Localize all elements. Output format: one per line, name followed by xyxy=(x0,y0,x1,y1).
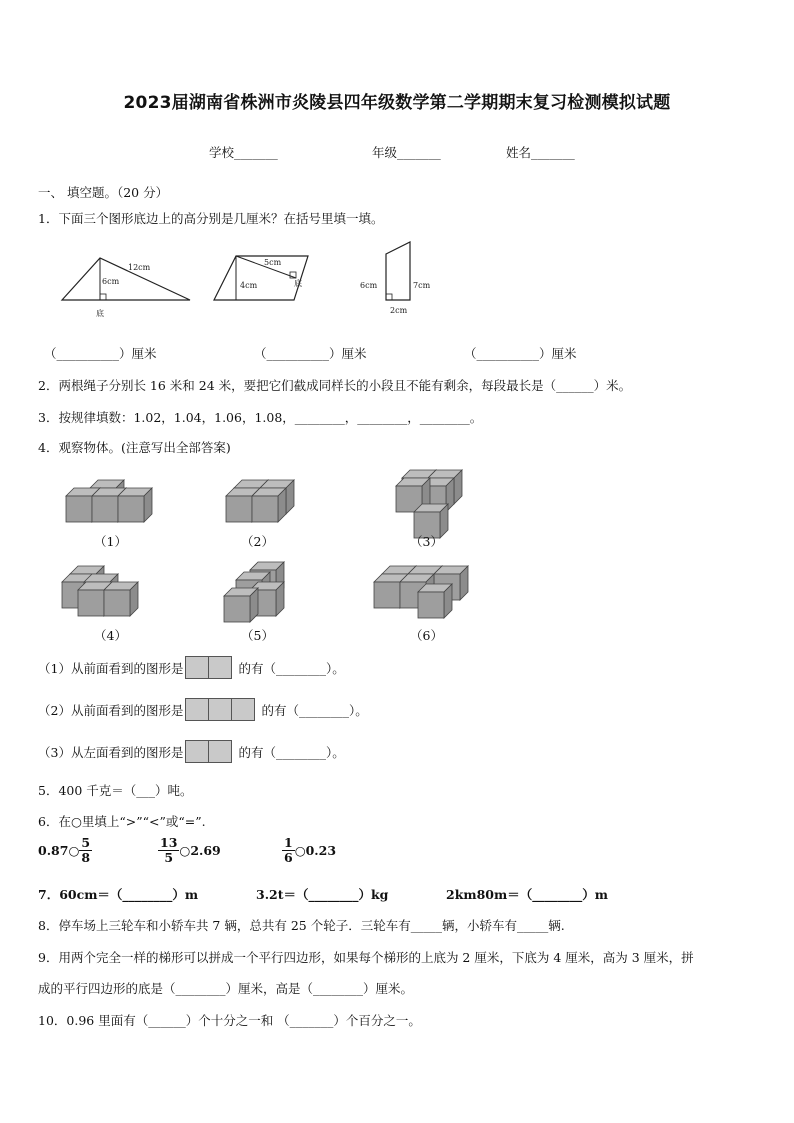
grade-field: 年级_______ xyxy=(372,145,441,160)
parallelogram-height-label: 4cm xyxy=(240,281,258,290)
question-2: 2．两根绳子分别长 16 米和 24 米，要把它们截成同样长的小段且不能有剩余，每段最长是（______）米。 xyxy=(38,378,632,393)
q6-b-numerator: 13 xyxy=(160,835,178,850)
question-9-line-1: 9．用两个完全一样的梯形可以拼成一个平行四边形，如果每个梯形的上底为 2 厘米，下底为 4 厘米，高为 3 厘米，拼 xyxy=(38,950,694,965)
question-5: 5．400 千克＝（___）吨。 xyxy=(38,783,193,798)
cube-label-1: （1） xyxy=(94,534,127,549)
parallelogram-figure xyxy=(210,252,310,307)
q4-sub3-prefix: （3）从左面看到的图形是 xyxy=(38,744,184,760)
cube-label-6: （6） xyxy=(410,628,443,643)
cube-label-4: （4） xyxy=(94,628,127,643)
q4-sub2 xyxy=(38,698,368,721)
three-square-view-icon xyxy=(185,698,255,721)
cube-figure-3 xyxy=(396,470,462,538)
name-field: 姓名_______ xyxy=(506,145,575,160)
q6-c-right: ○0.23 xyxy=(294,843,337,859)
q6-c-denominator: 6 xyxy=(284,850,293,866)
question-9-line-2: 成的平行四边形的底是（________）厘米，高是（________）厘米。 xyxy=(38,981,414,996)
q4-sub1-prefix: （1）从前面看到的图形是 xyxy=(38,660,184,676)
section-heading: 一、 填空题。（20 分） xyxy=(38,185,169,200)
q6-c-numerator: 1 xyxy=(284,835,293,850)
question-1: 1．下面三个图形底边上的高分别是几厘米？在括号里填一填。 xyxy=(38,211,384,226)
q4-sub1-suffix: 的有（________）。 xyxy=(238,660,345,676)
question-4: 4．观察物体。(注意写出全部答案) xyxy=(38,440,231,455)
parallelogram-side-label: 5cm xyxy=(264,258,282,267)
q4-sub1 xyxy=(38,656,345,679)
q6-a-denominator: 8 xyxy=(81,850,91,866)
question-10: 10．0.96 里面有（______）个十分之一和 （_______）个百分之一。 xyxy=(38,1013,421,1028)
q6-a-numerator: 5 xyxy=(81,835,91,850)
q6-item-b xyxy=(158,836,221,866)
q4-sub2-prefix: （2）从前面看到的图形是 xyxy=(38,702,184,718)
school-field: 学校_______ xyxy=(209,145,278,160)
triangle-figure xyxy=(58,252,198,322)
q6-item-c xyxy=(282,836,336,866)
cube-figure-5 xyxy=(224,562,284,622)
question-8: 8．停车场上三轮车和小轿车共 7 辆，总共有 25 个轮子．三轮车有_____辆，小轿车有_____辆. xyxy=(38,918,565,933)
q1-answer-3: （__________）厘米 xyxy=(464,346,577,361)
trapezoid-left-label: 6cm xyxy=(360,281,378,290)
question-3: 3．按规律填数：1.02，1.04，1.06，1.08，________，________，________。 xyxy=(38,410,483,425)
q4-sub3-suffix: 的有（________）。 xyxy=(238,744,345,760)
parallelogram-base-label: 底 xyxy=(294,279,302,288)
triangle-height-label: 6cm xyxy=(102,277,120,286)
q1-answer-2: （__________）厘米 xyxy=(254,346,367,361)
question-6: 6．在○里填上“>”“<”或“=”. xyxy=(38,814,206,829)
page-title: 2023届湖南省株洲市炎陵县四年级数学第二学期期末复习检测模拟试题 xyxy=(123,93,671,113)
cube-figure-2 xyxy=(226,480,294,522)
trapezoid-right-label: 7cm xyxy=(413,281,431,290)
cube-label-5: （5） xyxy=(241,628,274,643)
q7-item-c: 2km80m＝（________）m xyxy=(446,887,608,902)
two-square-side-view-icon xyxy=(185,740,232,763)
two-square-view-icon xyxy=(185,656,232,679)
triangle-side-label: 12cm xyxy=(128,263,151,272)
q7-item-a: 7．60cm＝（________）m xyxy=(38,887,199,902)
cube-figure-6 xyxy=(374,566,468,618)
q6-a-left: 0.87○ xyxy=(38,843,80,859)
q4-sub2-suffix: 的有（________）。 xyxy=(261,702,368,718)
triangle-base-label: 底 xyxy=(96,309,104,318)
q1-answer-1: （__________）厘米 xyxy=(44,346,157,361)
cube-figure-1 xyxy=(66,480,152,522)
cube-figures xyxy=(0,460,794,650)
trapezoid-figure xyxy=(358,240,438,318)
trapezoid-bottom-label: 2cm xyxy=(390,306,408,315)
cube-label-3: （3） xyxy=(410,534,443,549)
q4-sub3 xyxy=(38,740,345,763)
cube-label-2: （2） xyxy=(241,534,274,549)
q7-item-b: 3.2t＝（________）kg xyxy=(256,887,389,902)
q6-b-denominator: 5 xyxy=(164,850,174,866)
cube-figure-4 xyxy=(62,566,138,616)
q6-item-a xyxy=(38,836,92,866)
q6-b-right: ○2.69 xyxy=(179,843,221,859)
